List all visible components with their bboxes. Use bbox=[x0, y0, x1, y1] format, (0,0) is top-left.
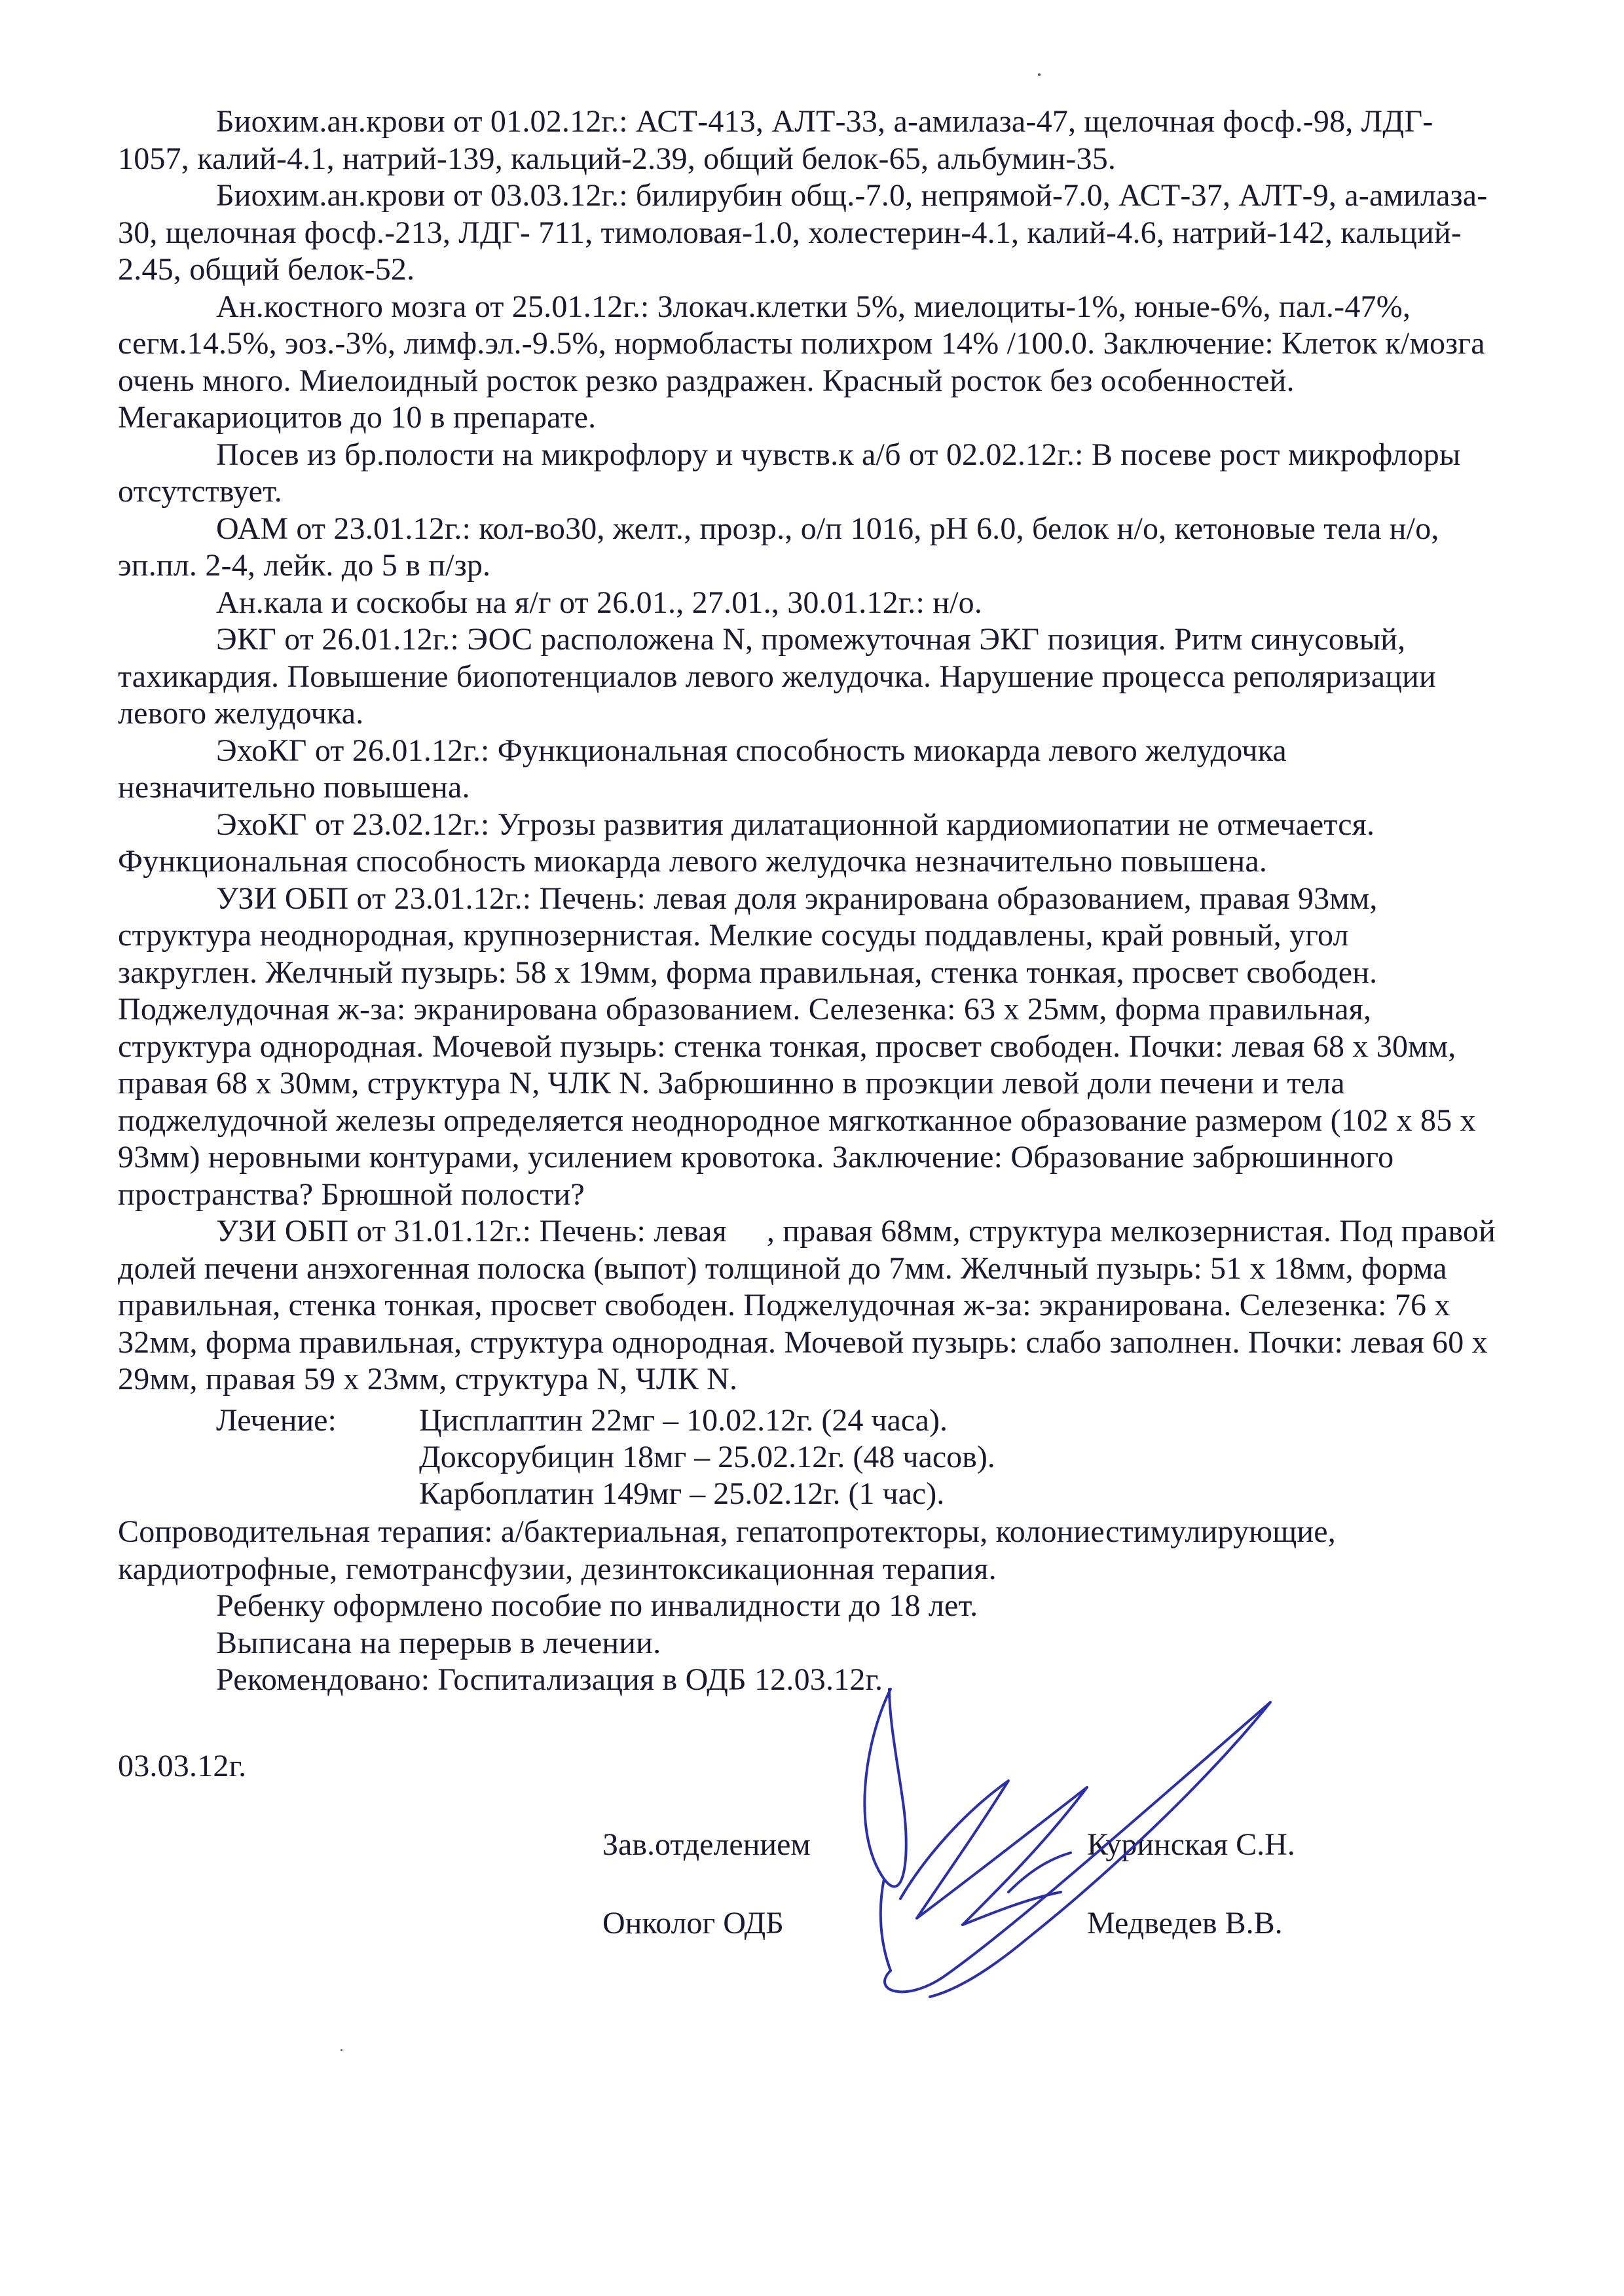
signature-role: Онколог ОДБ bbox=[602, 1906, 784, 1941]
closing-line: Сопроводительная терапия: а/бактериальная, гепатопротекторы, колониестимулирующие, bbox=[118, 1514, 1336, 1549]
scan-speck bbox=[1038, 73, 1041, 76]
body-line: 1057, калий-4.1, натрий-139, кальций-2.39, общий белок-65, альбумин-35. bbox=[118, 141, 1116, 176]
treatment-item: Доксорубицин 18мг – 25.02.12г. (48 часов). bbox=[419, 1440, 995, 1474]
treatment-item: Карбоплатин 149мг – 25.02.12г. (1 час). bbox=[419, 1476, 945, 1511]
body-line: Ан.кала и соскобы на я/г от 26.01., 27.01., 30.01.12г.: н/о. bbox=[216, 585, 983, 620]
treatment-item: Цисплаптин 22мг – 10.02.12г. (24 часа). bbox=[419, 1403, 948, 1438]
body-line: Поджелудочная ж-за: экранирована образованием. Селезенка: 63 х 25мм, форма правильная, bbox=[118, 992, 1372, 1027]
body-line: ОАМ от 23.01.12г.: кол-во30, желт., прозр., о/п 1016, pH 6.0, белок н/о, кетоновые тела н/о, bbox=[216, 511, 1439, 546]
signature-role: Зав.отделением bbox=[602, 1827, 811, 1862]
body-line: УЗИ ОБП от 23.01.12г.: Печень: левая доля экранирована образованием, правая 93мм, bbox=[216, 881, 1378, 916]
body-line: ЭКГ от 26.01.12г.: ЭОС расположена N, промежуточная ЭКГ позиция. Ритм синусовый, bbox=[216, 622, 1406, 657]
body-line: Функциональная способность миокарда левого желудочка незначительно повышена. bbox=[118, 844, 1268, 879]
body-line: Биохим.ан.крови от 01.02.12г.: АСТ-413, АЛТ-33, а-амилаза-47, щелочная фосф.-98, ЛДГ- bbox=[216, 104, 1433, 139]
body-line: очень много. Миелоидный росток резко раздражен. Красный росток без особенностей. bbox=[118, 363, 1295, 398]
body-line: правильная, стенка тонкая, просвет свободен. Поджелудочная ж-за: экранирована. Селезенка: 76 х bbox=[118, 1288, 1450, 1322]
treatment-label: Лечение: bbox=[216, 1403, 337, 1438]
body-line: эп.пл. 2-4, лейк. до 5 в п/зр. bbox=[118, 548, 491, 583]
body-line: 30, щелочная фосф.-213, ЛДГ- 711, тимоловая-1.0, холестерин-4.1, калий-4.6, натрий-142, кальций- bbox=[118, 215, 1462, 250]
body-line: 2.45, общий белок-52. bbox=[118, 252, 415, 287]
body-line: 29мм, правая 59 х 23мм, структура N, ЧЛК N. bbox=[118, 1362, 738, 1396]
document-date: 03.03.12г. bbox=[118, 1749, 247, 1783]
body-line: Посев из бр.полости на микрофлору и чувств.к а/б от 02.02.12г.: В посеве рост микрофлоры bbox=[216, 437, 1461, 472]
body-line: ЭхоКГ от 23.02.12г.: Угрозы развития дилатационной кардиомиопатии не отмечается. bbox=[216, 807, 1375, 842]
closing-line: кардиотрофные, гемотрансфузии, дезинтоксикационная терапия. bbox=[118, 1552, 997, 1586]
handwritten-signature bbox=[812, 1663, 1310, 2030]
body-line: ЭхоКГ от 26.01.12г.: Функциональная способность миокарда левого желудочка bbox=[216, 733, 1287, 768]
body-line: Ан.костного мозга от 25.01.12г.: Злокач.клетки 5%, миелоциты-1%, юные-6%, пал.-47%, bbox=[216, 289, 1411, 324]
body-line: правая 68 х 30мм, структура N, ЧЛК N. Забрюшинно в проэкции левой доли печени и тела bbox=[118, 1066, 1345, 1101]
body-line: незначительно повышена. bbox=[118, 770, 470, 805]
body-line: левого желудочка. bbox=[118, 696, 364, 731]
body-line: закруглен. Желчный пузырь: 58 х 19мм, форма правильная, стенка тонкая, просвет свободен. bbox=[118, 955, 1378, 990]
body-line: 93мм) неровными контурами, усилением кровотока. Заключение: Образование забрюшинного bbox=[118, 1140, 1394, 1175]
scan-speck bbox=[341, 2049, 342, 2051]
body-line: поджелудочной железы определяется неоднородное мягкотканное образование размером (102 х 85 х bbox=[118, 1103, 1476, 1138]
body-line: УЗИ ОБП от 31.01.12г.: Печень: левая , правая 68мм, структура мелкозернистая. Под правой bbox=[216, 1214, 1496, 1248]
body-line: структура неоднородная, крупнозернистая. Мелкие сосуды поддавлены, край ровный, угол bbox=[118, 918, 1349, 953]
closing-line: Рекомендовано: Госпитализация в ОДБ 12.03.12г. bbox=[216, 1662, 883, 1697]
body-line: 32мм, форма правильная, структура однородная. Мочевой пузырь: слабо заполнен. Почки: левая 60 х bbox=[118, 1325, 1488, 1360]
body-line: отсутствует. bbox=[118, 474, 282, 509]
body-line: тахикардия. Повышение биопотенциалов левого желудочка. Нарушение процесса реполяризации bbox=[118, 659, 1436, 694]
signature-name: Медведев В.В. bbox=[1087, 1906, 1283, 1941]
signature-name: Куринская С.Н. bbox=[1087, 1827, 1295, 1862]
closing-line: Выписана на перерыв в лечении. bbox=[216, 1626, 661, 1660]
body-line: пространства? Брюшной полости? bbox=[118, 1177, 585, 1212]
body-line: структура однородная. Мочевой пузырь: стенка тонкая, просвет свободен. Почки: левая 68 х 30мм, bbox=[118, 1029, 1456, 1064]
closing-line: Ребенку оформлено пособие по инвалидности до 18 лет. bbox=[216, 1588, 978, 1623]
body-line: Биохим.ан.крови от 03.03.12г.: билирубин общ.-7.0, непрямой-7.0, АСТ-37, АЛТ-9, а-амилаза- bbox=[216, 178, 1488, 213]
body-line: сегм.14.5%, эоз.-3%, лимф.эл.-9.5%, нормобласты полихром 14% /100.0. Заключение: Клеток к/мозга bbox=[118, 326, 1485, 361]
body-line: долей печени анэхогенная полоска (выпот) толщиной до 7мм. Желчный пузырь: 51 х 18мм, форма bbox=[118, 1251, 1447, 1286]
body-line: Мегакариоцитов до 10 в препарате. bbox=[118, 400, 597, 435]
